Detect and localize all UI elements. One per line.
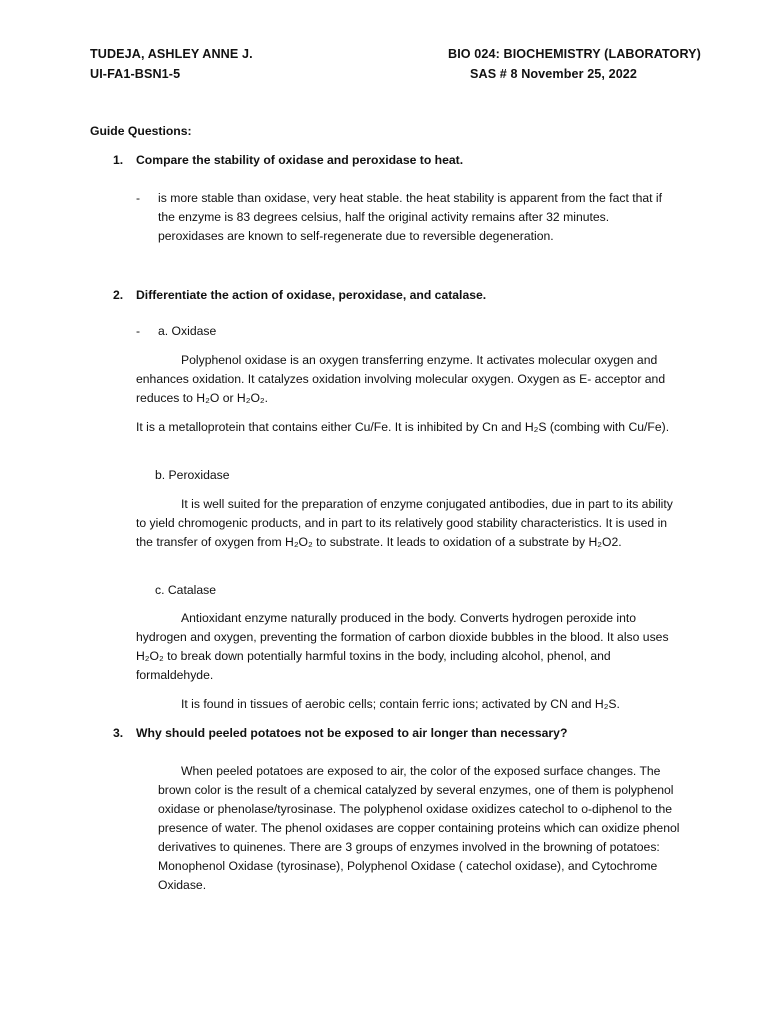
question-1-text: Compare the stability of oxidase and peroxidase to heat. xyxy=(136,153,464,167)
question-2-dash: - xyxy=(136,324,141,338)
oxidase-paragraph-2: It is a metalloprotein that contains either Cu/Fe. It is inhibited by Cn and H₂S (combing with Cu/Fe). xyxy=(136,420,670,434)
peroxidase-label: b. Peroxidase xyxy=(155,468,230,482)
question-1-dash: - xyxy=(136,191,141,205)
course-title: BIO 024: BIOCHEMISTRY (LABORATORY) xyxy=(448,47,701,61)
student-section: UI-FA1-BSN1-5 xyxy=(90,67,181,81)
question-1-answer: is more stable than oxidase, very heat stable. the heat stability is apparent from the fact that if the enzyme is 83 degrees celsius, half the original activity remains after 32 minutes. peroxidases are known to self-regenerate due to reversible degeneration. xyxy=(158,191,663,243)
question-2-number: 2. xyxy=(113,288,124,302)
catalase-paragraph-2: It is found in tissues of aerobic cells; contain ferric ions; activated by CN and H₂S. xyxy=(181,697,620,711)
guide-questions-title: Guide Questions: xyxy=(90,124,192,138)
oxidase-label: a. Oxidase xyxy=(158,324,217,338)
question-3-answer: When peeled potatoes are exposed to air, the color of the exposed surface changes. The brown color is the result of a chemical catalyzed by several enzymes, one of them is polyphenol oxidase or phenolase/tyrosinase. The polyphenol oxidase oxidizes catechol to o-diphenol to the presence of water. The phenol oxidases are copper containing proteins which can oxidize phenol derivatives to quinenes. There are 3 groups of enzymes involved in the browning of potatoes: Monophenol Oxidase (tyrosinase), Polyphenol Oxidase ( catechol oxidase), and Cytochrome Oxidase. xyxy=(158,764,680,892)
catalase-paragraph-1: Antioxidant enzyme naturally produced in the body. Converts hydrogen peroxide into hydrogen and oxygen, preventing the formation of carbon dioxide bubbles in the blood. It also uses H₂O₂ to break down potentially harmful toxins in the body, including alcohol, phenol, and formaldehyde. xyxy=(136,611,669,682)
peroxidase-paragraph: It is well suited for the preparation of enzyme conjugated antibodies, due in part to its ability to yield chromogenic products, and in part to its relatively good stability characteristics. It is used in the transfer of oxygen from H₂O₂ to substrate. It leads to oxidation of a substrate by H₂O2. xyxy=(136,497,673,549)
catalase-label: c. Catalase xyxy=(155,583,216,597)
question-1-number: 1. xyxy=(113,153,124,167)
student-name: TUDEJA, ASHLEY ANNE J. xyxy=(90,47,253,61)
question-2-text: Differentiate the action of oxidase, peroxidase, and catalase. xyxy=(136,288,487,302)
sas-date: SAS # 8 November 25, 2022 xyxy=(470,67,638,81)
question-3-text: Why should peeled potatoes not be exposed to air longer than necessary? xyxy=(136,726,568,740)
oxidase-paragraph-1: Polyphenol oxidase is an oxygen transferring enzyme. It activates molecular oxygen and enhances oxidation. It catalyzes oxidation involving molecular oxygen. Oxygen as E- acceptor and reduces to H₂O or H₂O₂. xyxy=(136,353,666,405)
question-3-number: 3. xyxy=(113,726,124,740)
